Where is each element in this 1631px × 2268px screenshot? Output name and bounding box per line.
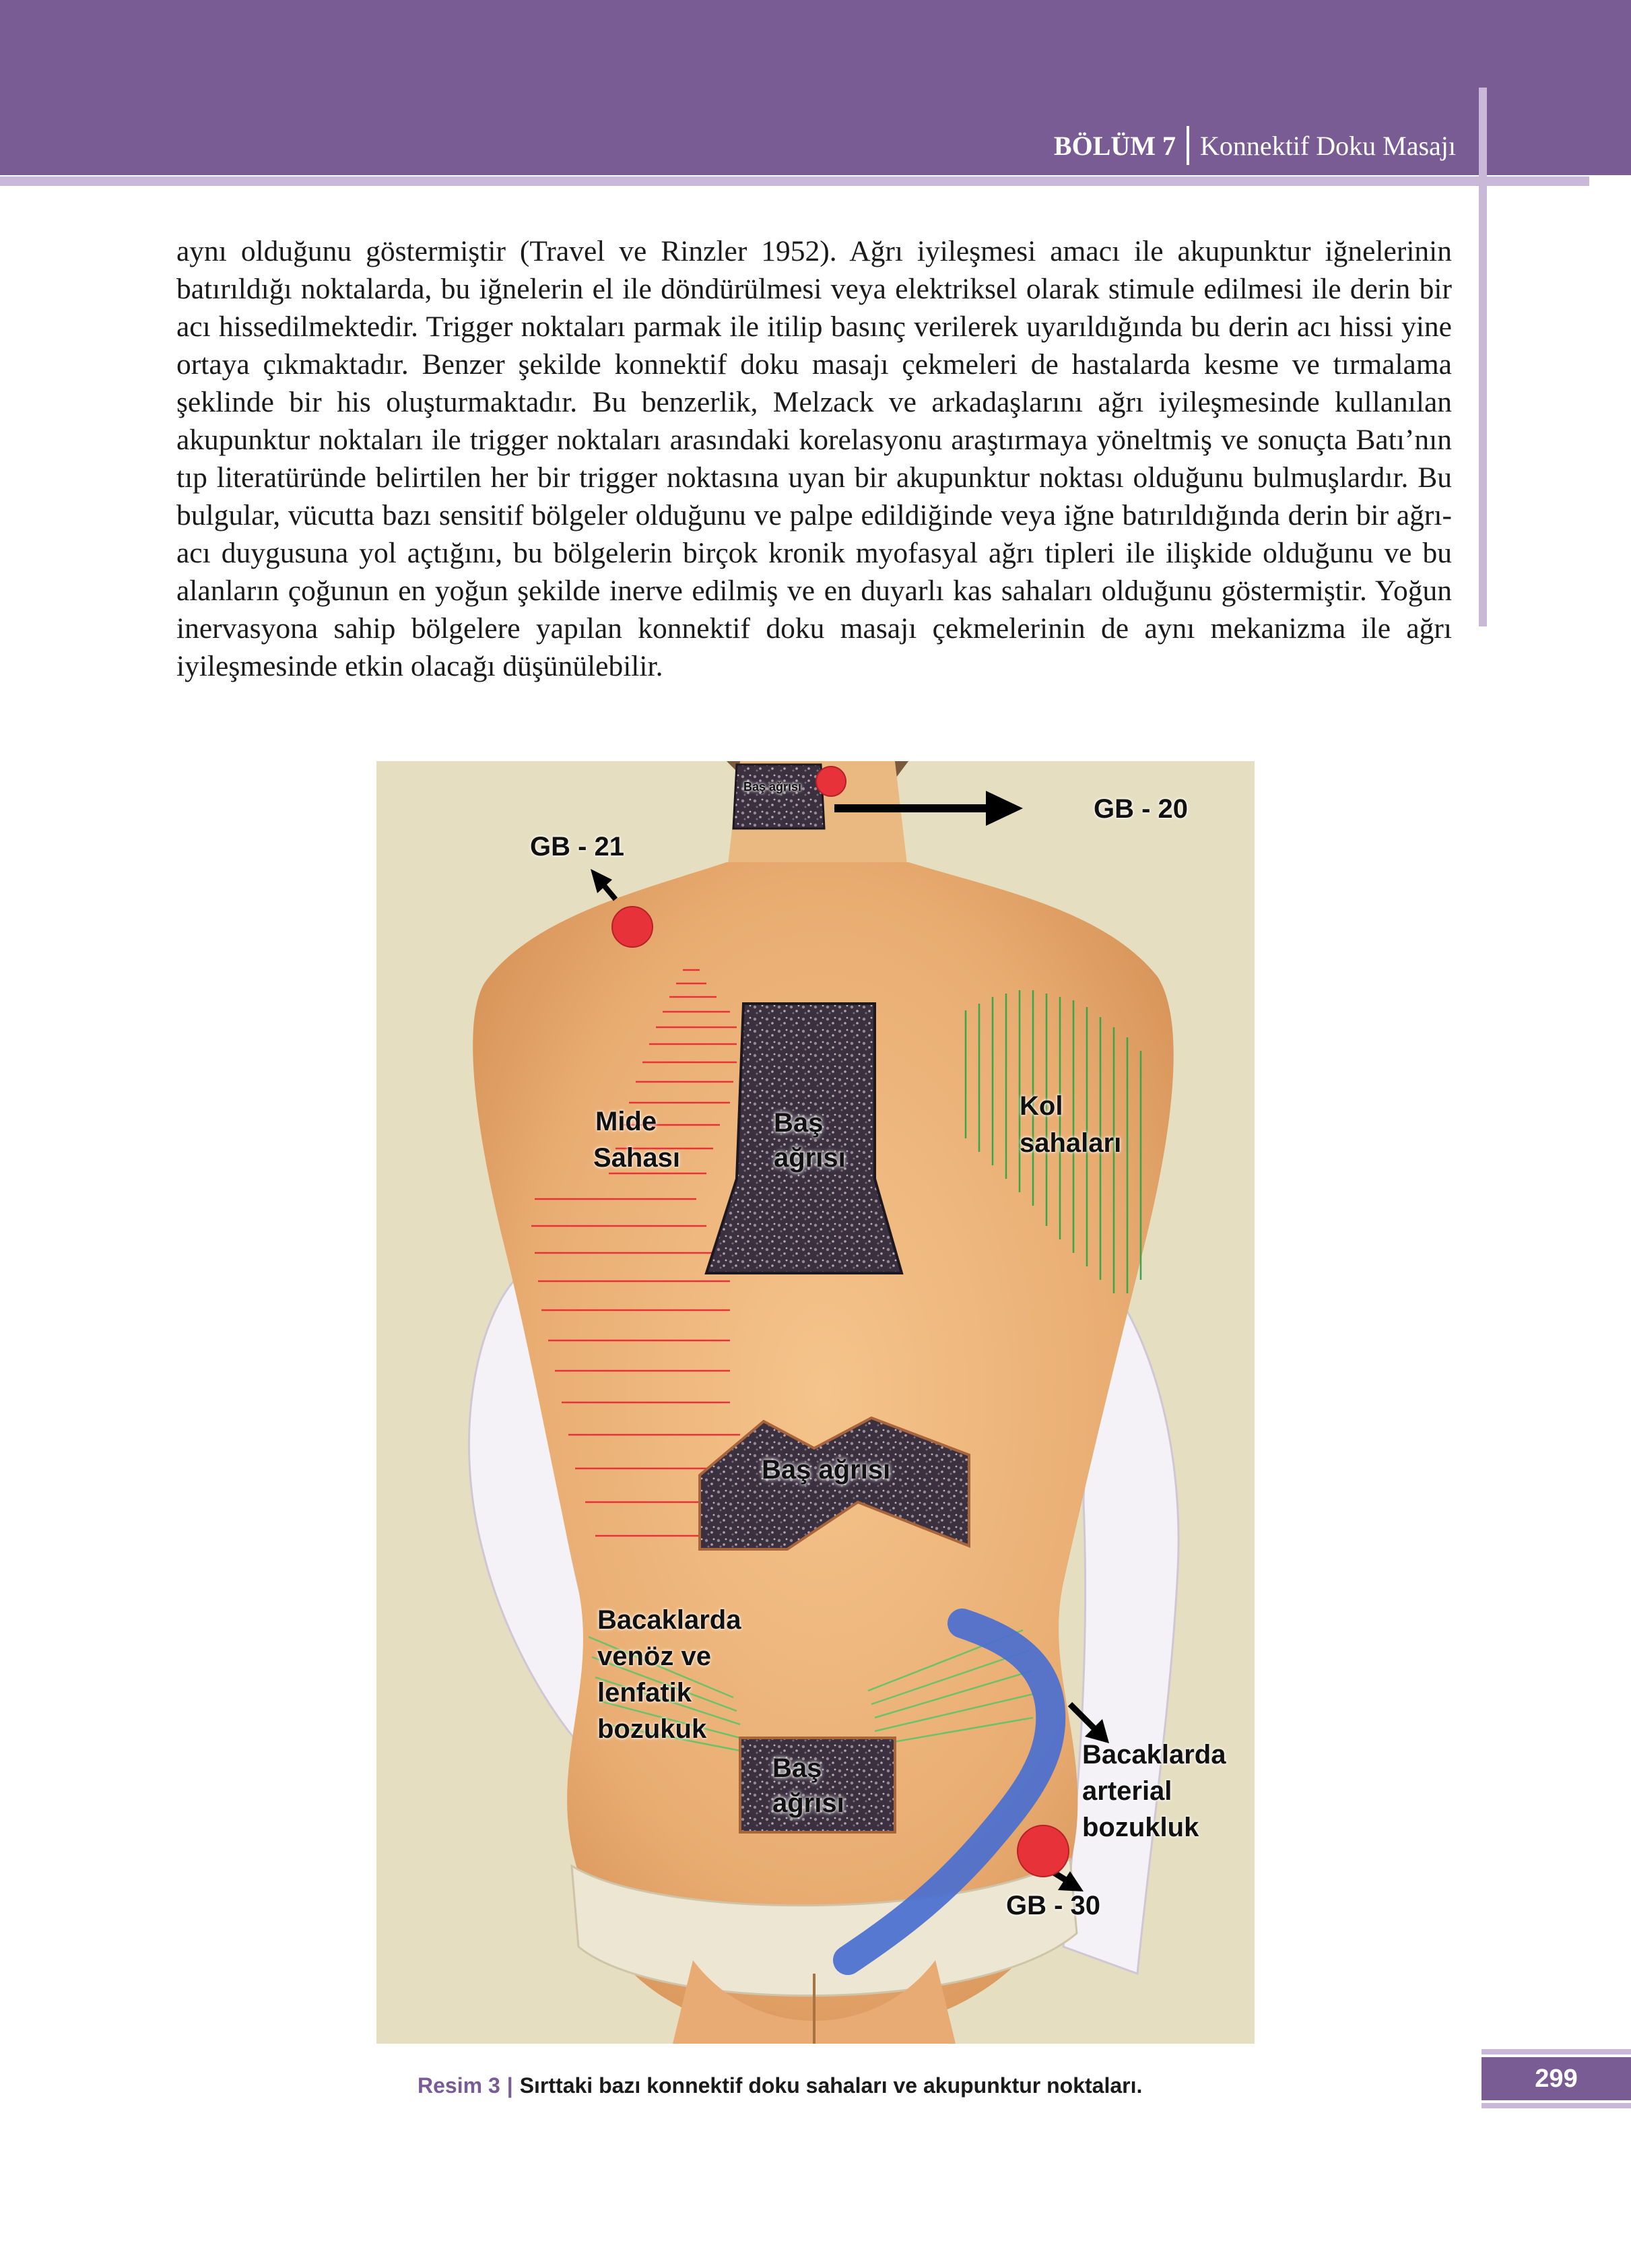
venous-zone-label-line3: lenfatik (597, 1678, 692, 1708)
middle-headache-label: Baş ağrısı (762, 1455, 891, 1485)
body-paragraph: aynı olduğunu göstermiştir (Travel ve Rinzler 1952). Ağrı iyileşmesi amacı ile akupunktur iğnelerinin batırıldığı noktalarda, bu iğnelerin el ile döndürülmesi veya elektriksel olarak stimule edilmesi ile derin bir acı hissedilmektedir. Trigger noktaları parmak ile itilip basınç verilerek uyarıldığında bu derin acı hissi yine ortaya çıkmaktadır. Benzer şekilde konnektif doku masajı çekmeleri de hastalarda kesme ve tırmalama şeklinde bir his oluşturmaktadır. Bu benzerlik, Melzack ve arkadaşlarını ağrı iyileşmesinde kullanılan akupunktur noktaları ile trigger noktaları arasındaki korelasyonu araştırmaya yöneltmiş ve sonuçta Batı’nın tıp literatüründe belirtilen her bir trigger noktasına uyan bir akupunktur noktası olduğunu bulmuşlardır. Bu bulgular, vücutta bazı sensitif bölgeler olduğunu ve palpe edildiğinde veya iğne batırıldığında derin bir ağrı-acı duygusuna yol açtığını, bu bölgelerin birçok kronik myofasyal ağrı tipleri ile ilişkide olduğunu ve bu alanların çoğunun en yoğun şekilde inerve edilmiş ve en duyarlı kas sahaları olduğunu göstermiştir. Yoğun inervasyona sahip bölgelere yapılan konnektif doku masajı çekmelerinin de aynı mekanizma ile ağrı iyileşmesinde etkin olacağı düşünülebilir. (176, 235, 1452, 682)
arm-zone-label-line1: Kol (1020, 1091, 1063, 1121)
venous-zone-label-line1: Bacaklarda (597, 1605, 741, 1635)
arterial-label-line1: Bacaklarda (1082, 1740, 1226, 1770)
neck-headache-patch (733, 765, 824, 829)
upper-headache-label-line2: ağrısı (774, 1143, 846, 1173)
stomach-zone-label-line2: Sahası (593, 1143, 680, 1173)
gb21-point (612, 907, 653, 947)
figure-caption (418, 2067, 1142, 2104)
page-number: 299 (1535, 2065, 1578, 2093)
upper-headache-label-line1: Baş (774, 1108, 824, 1138)
caption-number: Resim 3 (418, 2073, 500, 2098)
back-figure (376, 761, 1255, 2044)
chapter-label: BÖLÜM 7 (1053, 130, 1176, 161)
caption-text: Sırttaki bazı konnektif doku sahaları ve akupunktur noktaları. (519, 2073, 1143, 2098)
neck-headache-label: Baş ağrısı (743, 780, 802, 793)
lower-headache-label-line2: ağrısı (772, 1788, 844, 1818)
header-separator (1187, 126, 1189, 165)
arterial-label-line2: arterial (1082, 1776, 1172, 1806)
running-header (1054, 125, 1456, 166)
gb21-label: GB - 21 (530, 832, 625, 862)
arm-zone-label-line2: sahaları (1020, 1128, 1122, 1158)
gb30-point (1018, 1825, 1069, 1877)
venous-zone-label-line2: venöz ve (597, 1642, 711, 1671)
gb20-label: GB - 20 (1094, 794, 1189, 824)
gb30-label: GB - 30 (1006, 1891, 1101, 1920)
lower-headache-label-line1: Baş (772, 1753, 822, 1783)
header-rule (0, 176, 1589, 186)
page-number-box (1482, 2049, 1631, 2111)
gb20-point (816, 767, 846, 796)
stomach-zone-label-line1: Mide (595, 1107, 657, 1136)
caption-separator: | (506, 2073, 513, 2098)
venous-zone-label-line4: bozukuk (597, 1714, 707, 1744)
chapter-title: Konnektif Doku Masajı (1200, 130, 1456, 161)
side-rule (1479, 88, 1487, 626)
arterial-label-line3: bozukluk (1082, 1813, 1199, 1842)
figure-illustration (376, 761, 1255, 2044)
